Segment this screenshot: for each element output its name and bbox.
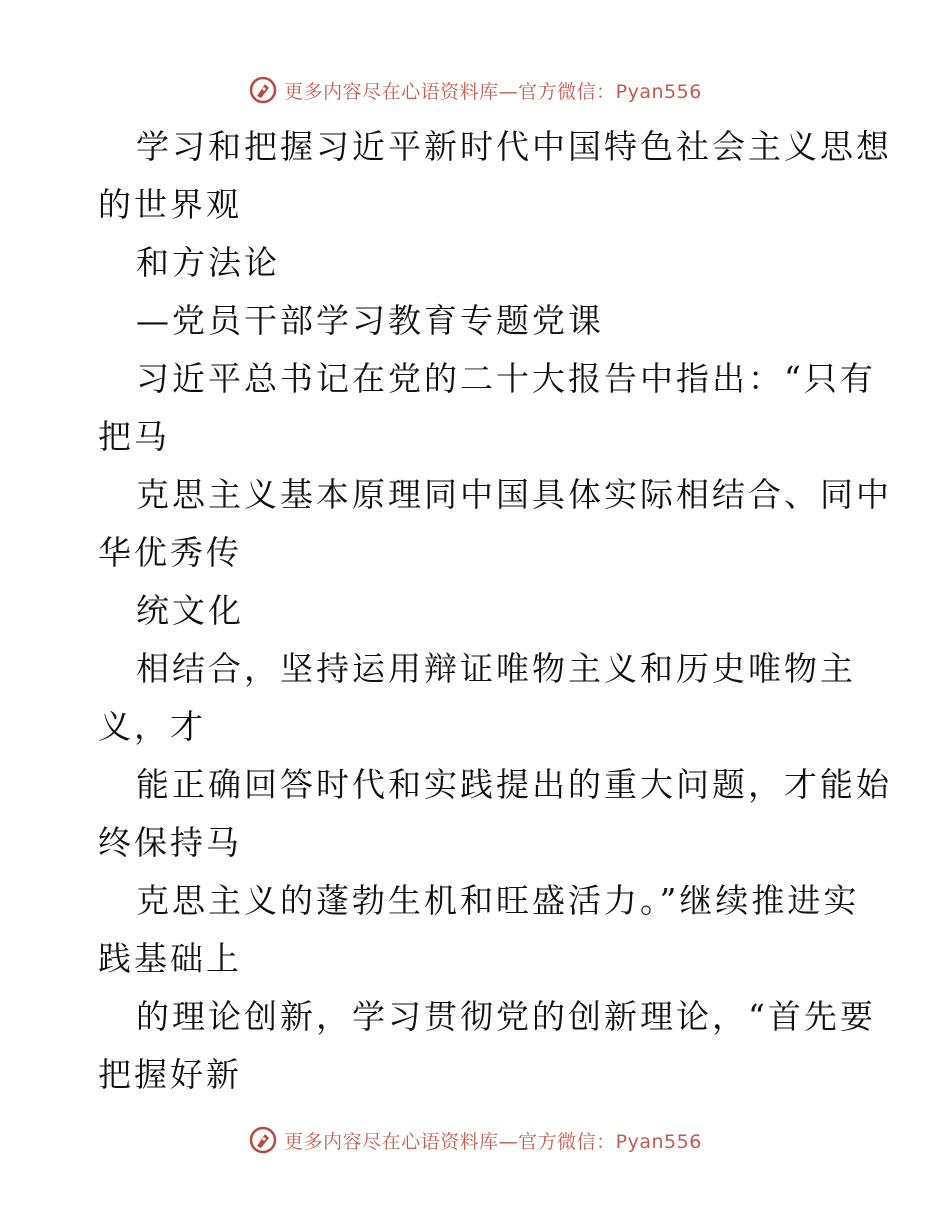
document-body [98, 118, 892, 1104]
text-line: 践基础上 [98, 939, 242, 978]
pen-nib-circle-icon [248, 75, 278, 105]
text-line: 克思主义基本原理同中国具体实际相结合、同中 [136, 475, 892, 514]
text-line: 和方法论 [136, 243, 280, 282]
text-line: 把握好新 [98, 1055, 242, 1094]
footer-banner [0, 1120, 950, 1160]
text-line: —党员干部学习教育专题党课 [136, 301, 604, 340]
text-line: 义，才 [98, 707, 206, 746]
pen-nib-circle-icon [248, 1125, 278, 1155]
text-line: 的理论创新，学习贯彻党的创新理论，“首先要 [136, 997, 876, 1036]
footer-banner-text: 更多内容尽在心语资料库—官方微信：Pyan556 [284, 1130, 702, 1153]
text-line: 华优秀传 [98, 533, 242, 572]
text-line: 习近平总书记在党的二十大报告中指出：“只有 [136, 359, 876, 398]
text-line: 的世界观 [98, 185, 242, 224]
text-line: 终保持马 [98, 823, 242, 862]
header-banner [0, 70, 950, 110]
text-line: 相结合，坚持运用辩证唯物主义和历史唯物主 [136, 649, 856, 688]
text-line: 能正确回答时代和实践提出的重大问题，才能始 [136, 765, 892, 804]
text-line: 统文化 [136, 591, 244, 630]
text-line: 克思主义的蓬勃生机和旺盛活力。”继续推进实 [136, 881, 860, 920]
text-line: 把马 [98, 417, 170, 456]
text-line: 学习和把握习近平新时代中国特色社会主义思想 [136, 127, 892, 166]
header-banner-text: 更多内容尽在心语资料库—官方微信：Pyan556 [284, 80, 702, 103]
